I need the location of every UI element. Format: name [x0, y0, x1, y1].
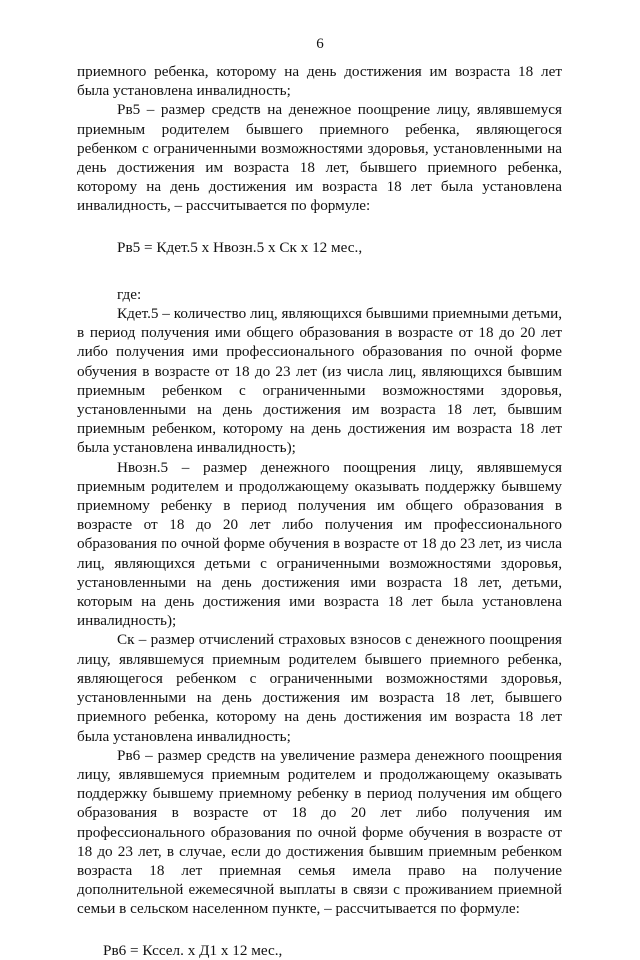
formula-rv5: Рв5 = Кдет.5 х Нвозн.5 х Ск х 12 мес., [117, 238, 363, 256]
page-number: 6 [316, 36, 324, 52]
paragraph-sk-definition: Ск – размер отчислений страховых взносов с денежного поощрения лицу, являвшемуся приемным родителем бывшего приемного ребенка, являющегося ребенком с ограниченными возможностями здоровья, установленными на день достижения им возраста 18 лет, бывшего приемного ребенка, которому на день достижения им возраста 18 лет была установлена инвалидность; [77, 631, 562, 745]
paragraph-nvozn5-definition: Нвозн.5 – размер денежного поощрения лицу, являвшемуся приемным родителем и продолжающему оказывать поддержку бывшему приемному ребенку в период получения им общего образования в возрасте от 18 до 20 лет либо получения им профессионального образования по очной форме обучения в возрасте от 18 до 23 лет, из числа лиц, являющихся детьми с ограниченными возможностями здоровья, установленными на день достижения ими возраста 18 лет, детьми, которым на день достижения ими возраста 18 лет была установлена инвалидность); [77, 458, 562, 630]
paragraph-rv6-definition: Рв6 – размер средств на увеличение размера денежного поощрения лицу, являвшемуся приемным родителем и продолжающему оказывать поддержку бывшему приемному ребенку в период получения им общего образования в возрасте от 18 до 20 лет либо получения им профессионального образования по очной форме обучения в возрасте от 18 до 23 лет, в случае, если до достижения бывшим приемным ребенком возраста 18 лет приемная семья имела право на получение дополнительной ежемесячной выплаты в связи с проживанием приемной семьи в сельском населенном пункте, – рассчитывается по формуле: [77, 746, 562, 918]
paragraph-kdet5-definition: Кдет.5 – количество лиц, являющихся бывшими приемными детьми, в период получения ими общего образования в возрасте от 18 до 20 лет либо получения ими профессионального образования по очной форме обучения в возрасте от 18 до 23 лет (из числа лиц, являющихся бывшим приемным ребенком с ограниченными возможностями здоровья, установленными на день достижения им возраста 18 лет, бывшим приемным ребенком, которому на день достижения им возраста 18 лет была установлена инвалидность); [77, 305, 562, 457]
document-body [77, 62, 562, 960]
formula-rv6: Рв6 = Кссел. х Д1 х 12 мес., [103, 941, 283, 959]
where-label: где: [117, 285, 142, 303]
paragraph-rv5-definition: Рв5 – размер средств на денежное поощрение лицу, являвшемуся приемным родителем бывшего приемного ребенка, являющегося ребенком с ограниченными возможностями здоровья, установленными на день достижения им возраста 18 лет, бывшего приемного ребенка, которому на день достижения им возраста 18 лет была установлена инвалидность, – рассчитывается по формуле: [77, 101, 562, 215]
paragraph-continuation: приемного ребенка, которому на день достижения им возраста 18 лет была установлена инвалидность; [77, 63, 562, 100]
